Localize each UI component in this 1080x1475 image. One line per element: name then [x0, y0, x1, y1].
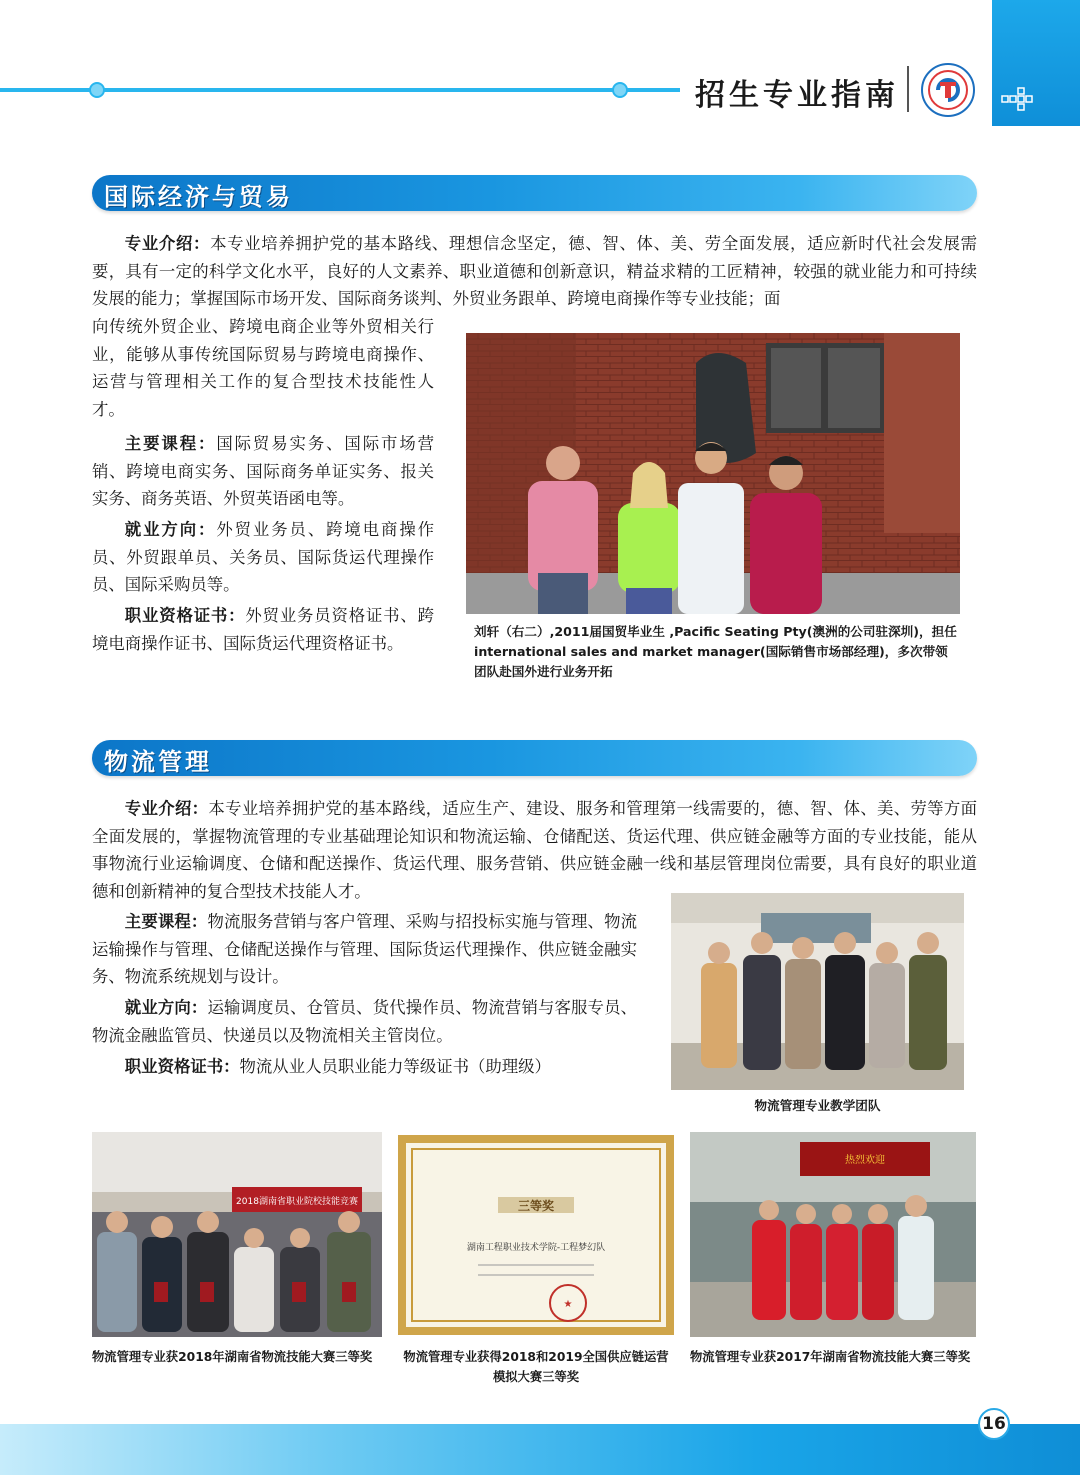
- photo-caption: 刘轩（右二）,2011届国贸毕业生 ,Pacific Seating Pty(澳洲的公司驻深圳)，担任international sales and market manager(国际销售市场部经理)，多次带领团队赴国外进行业务开拓: [474, 624, 957, 679]
- svg-text:★: ★: [563, 1299, 573, 1310]
- certificate-team-text: 湖南工程职业技术学院-工程梦幻队: [466, 1243, 606, 1253]
- graduate-photo: [466, 333, 960, 614]
- header-rule-dot: [89, 82, 105, 98]
- certs-paragraph: [92, 602, 434, 657]
- courses-label: 主要课程：: [124, 433, 217, 453]
- intro-continuation: 向传统外贸企业、跨境电商企业等外贸相关行业，能够从事传统国际贸易与跨境电商操作、运营与管理相关工作的复合型技术技能性人才。: [92, 317, 434, 420]
- footer-band: [0, 1424, 1080, 1475]
- award-photo-caption: 物流管理专业获2017年湖南省物流技能大赛三等奖: [690, 1350, 971, 1364]
- certs-label: 职业资格证书：: [124, 606, 246, 626]
- text-column: [92, 313, 434, 657]
- event-banner-text: 热烈欢迎: [845, 1155, 885, 1166]
- intro-text: 本专业培养拥护党的基本路线，适应生产、建设、服务和管理第一线需要的，德、智、体、美、劳等方面全面发展的，掌握物流管理的专业基础理论知识和物流运输、仓储配送、货运代理、供应链金融等方面的专业技能，能从事物流行业运输调度、仓储和配送操作、货运代理、服务营销、供应链金融一线和基层管理岗位需要，具有良好的职业道德和创新精神的复合型技术技能人才。: [92, 799, 978, 902]
- courses-paragraph: [92, 430, 434, 513]
- header-rule-dot: [612, 82, 628, 98]
- intro-paragraph: [92, 795, 977, 906]
- courses-text: 物流服务营销与客户管理、采购与招投标实施与管理、物流运输操作与管理、仓储配送操作与管理、国际货运代理操作、供应链金融实务、物流系统规划与设计。: [92, 912, 638, 987]
- jobs-label: 就业方向：: [124, 998, 208, 1018]
- team-photo: [671, 893, 964, 1090]
- section-title: 物流管理: [104, 748, 212, 776]
- school-logo-icon: [920, 62, 976, 118]
- intro-paragraph: [92, 230, 977, 313]
- page-number: 16: [982, 1414, 1006, 1434]
- certs-text: 外贸业务员资格证书、跨境电商操作证书、国际货运代理资格证书。: [92, 606, 435, 653]
- courses-text: 国际贸易实务、国际市场营销、跨境电商实务、国际商务单证实务、报关实务、商务英语、外贸英语函电等。: [92, 433, 435, 509]
- certs-label: 职业资格证书：: [124, 1056, 240, 1076]
- jobs-text: 运输调度员、仓管员、货代操作员、物流营销与客服专员、物流金融监管员、快递员以及物流相关主管岗位。: [92, 998, 638, 1045]
- jobs-paragraph: [92, 516, 434, 599]
- text-column: [92, 908, 637, 1080]
- event-banner-text: 2018湖南省职业院校技能竞赛: [236, 1197, 358, 1207]
- award-certificate-photo: [398, 1135, 674, 1335]
- intro-text: 本专业培养拥护党的基本路线、理想信念坚定，德、智、体、美、劳全面发展，适应新时代社会发展需要，具有一定的科学文化水平，良好的人文素养、职业道德和创新意识，精益求精的工匠精神，较强的就业能力和可持续发展的能力；掌握国际市场开发、国际商务谈判、外贸业务跟单、跨境电商操作等专业技能；面: [92, 234, 978, 309]
- jobs-label: 就业方向：: [124, 519, 217, 539]
- intro-label: 专业介绍：: [124, 234, 211, 253]
- certificate-award-text: 三等奖: [517, 1199, 555, 1213]
- courses-label: 主要课程：: [124, 912, 208, 931]
- page-header-title: 招生专业指南: [695, 78, 899, 113]
- team-photo-caption: 物流管理专业教学团队: [754, 1098, 881, 1113]
- intro-label: 专业介绍：: [124, 799, 209, 818]
- jobs-paragraph: [92, 994, 637, 1049]
- header-divider: [907, 66, 909, 112]
- award-photo-2017: [690, 1132, 976, 1337]
- section-title-bar: [92, 175, 977, 211]
- certs-paragraph: [92, 1053, 637, 1081]
- section-title: 国际经济与贸易: [104, 183, 293, 211]
- award-photo-2018: [92, 1132, 382, 1337]
- award-photo-caption: 物流管理专业获2018年湖南省物流技能大赛三等奖: [92, 1350, 373, 1364]
- page-number-badge: [978, 1408, 1010, 1440]
- jobs-text: 外贸业务员、跨境电商操作员、外贸跟单员、关务员、国际货运代理操作员、国际采购员等。: [92, 519, 435, 595]
- courses-paragraph: [92, 908, 637, 991]
- pixel-grid-decoration: [1000, 86, 1040, 112]
- certs-text: 物流从业人员职业能力等级证书（助理级）: [239, 1056, 551, 1076]
- award-photo-caption: 物流管理专业获得2018和2019全国供应链运营模拟大赛三等奖: [403, 1350, 669, 1384]
- section-title-bar: [92, 740, 977, 776]
